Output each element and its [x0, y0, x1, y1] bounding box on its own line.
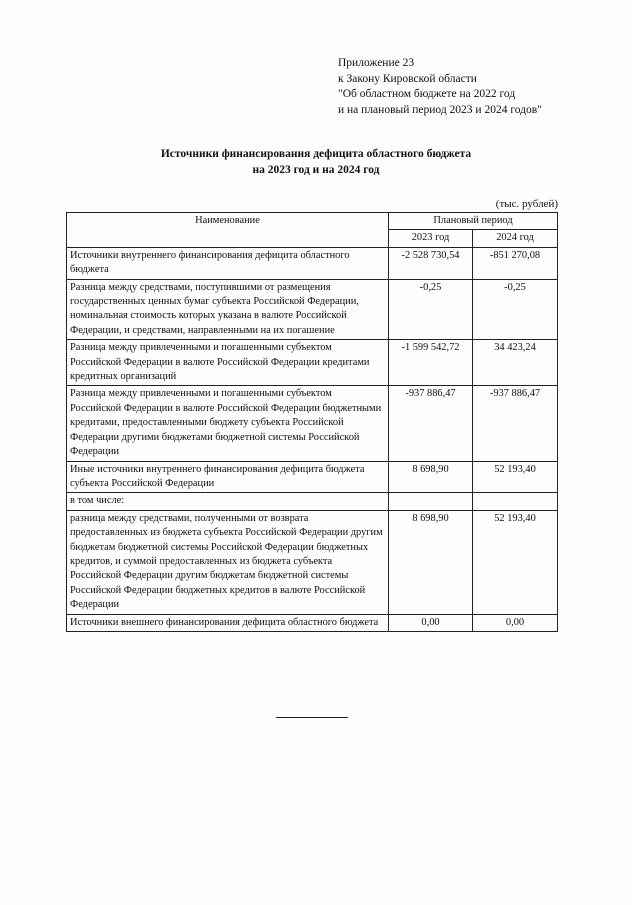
appendix-note [338, 56, 542, 118]
row-name: Разница между привлеченными и погашенными субъектом Российской Федерации в валюте Российской Федерации кредитами кредитных организаций [67, 340, 389, 386]
row-value-2023: -2 528 730,54 [389, 247, 473, 279]
row-value-2023: 8 698,90 [389, 461, 473, 493]
row-value-2024: 34 423,24 [473, 340, 558, 386]
table-row [67, 340, 558, 386]
table-row [67, 510, 558, 614]
row-value-2023: -0,25 [389, 279, 473, 340]
header-year-2024: 2024 год [473, 230, 558, 247]
financing-sources-table [66, 212, 558, 632]
header-year-2023: 2023 год [389, 230, 473, 247]
row-value-2024: 0,00 [473, 614, 558, 631]
table-header-row [67, 213, 558, 230]
row-name: Источники внутреннего финансирования дефицита областного бюджета [67, 247, 389, 279]
table-row [67, 461, 558, 493]
table-row [67, 493, 558, 510]
row-value-2024: 52 193,40 [473, 461, 558, 493]
appendix-line: к Закону Кировской области [338, 72, 477, 85]
row-value-2023: 8 698,90 [389, 510, 473, 614]
header-period: Плановый период [389, 213, 558, 230]
row-name: Источники внешнего финансирования дефицита областного бюджета [67, 614, 389, 631]
closing-divider [276, 717, 348, 718]
row-value-2024: -0,25 [473, 279, 558, 340]
appendix-line: и на плановый период 2023 и 2024 годов" [338, 103, 542, 116]
row-name: Разница между средствами, поступившими от размещения государственных ценных бумаг субъекта Российской Федерации, номинальная стоимость которых указана в валюте Российской Федерации, и средствами, направленными на их погашение [67, 279, 389, 340]
row-value-2023: 0,00 [389, 614, 473, 631]
row-name: Разница между привлеченными и погашенными субъектом Российской Федерации в валюте Российской Федерации бюджетными кредитами, предоставленными бюджету субъекта Российской Федерации другими бюджетами бюджетной системы Российской Федерации [67, 386, 389, 461]
units-label: (тыс. рублей) [495, 198, 558, 210]
table-row [67, 247, 558, 279]
table-row [67, 614, 558, 631]
title-line-2: на 2023 год и на 2024 год [252, 163, 380, 176]
row-name: Иные источники внутреннего финансирования дефицита бюджета субъекта Российской Федерации [67, 461, 389, 493]
row-value-2023: -937 886,47 [389, 386, 473, 461]
table-row [67, 386, 558, 461]
appendix-line: Приложение 23 [338, 57, 415, 69]
row-value-2023 [389, 493, 473, 510]
appendix-line: "Об областном бюджете на 2022 год [338, 88, 516, 100]
row-value-2024: -851 270,08 [473, 247, 558, 279]
row-value-2024 [473, 493, 558, 510]
row-name: разница между средствами, полученными от возврата предоставленных из бюджета субъекта Российской Федерации другим бюджетам бюджетной системы Российской Федерации бюджетных кредитов, и суммой предоставленных из бюджета субъекта Российской Федерации другим бюджетам бюджетной системы Российской Федерации бюджетных кредитов в валюте Российской Федерации [67, 510, 389, 614]
header-name: Наименование [67, 213, 389, 248]
document-title [0, 147, 632, 178]
row-value-2024: -937 886,47 [473, 386, 558, 461]
row-name: в том числе: [67, 493, 389, 510]
row-value-2023: -1 599 542,72 [389, 340, 473, 386]
table-row [67, 279, 558, 340]
title-line-1: Источники финансирования дефицита областного бюджета [160, 148, 472, 160]
row-value-2024: 52 193,40 [473, 510, 558, 614]
